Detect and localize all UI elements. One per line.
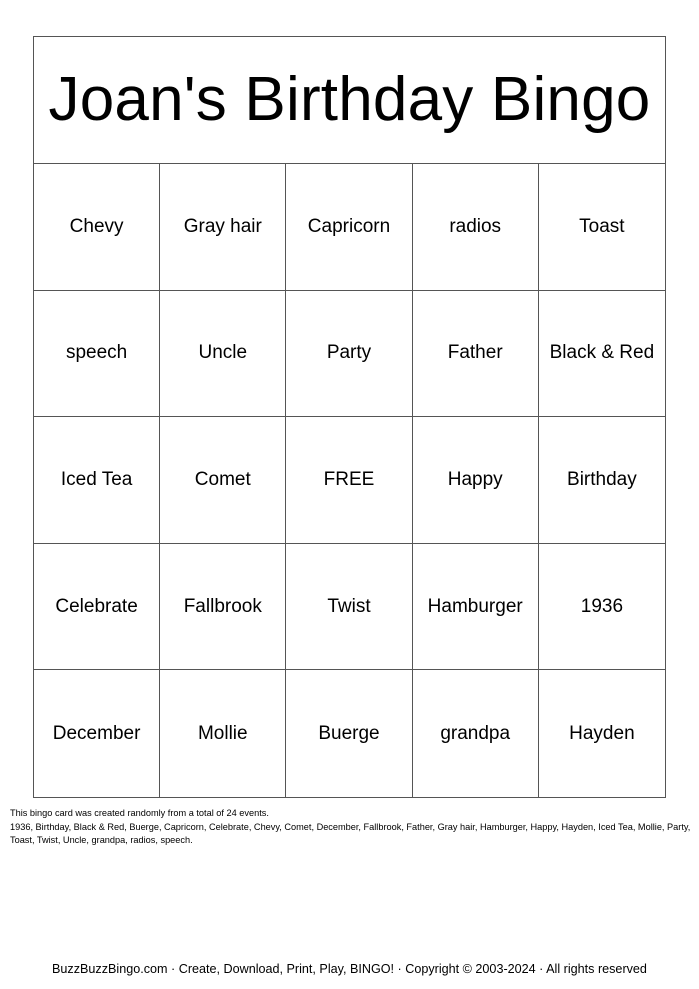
bingo-cell: Party [286, 291, 412, 418]
bingo-cell: grandpa [413, 670, 539, 797]
bingo-cell: Mollie [160, 670, 286, 797]
bingo-cell: Father [413, 291, 539, 418]
bingo-cell: Iced Tea [34, 417, 160, 544]
title-cell [34, 37, 665, 164]
bingo-cell: Twist [286, 544, 412, 671]
bingo-cell: Hayden [569, 722, 635, 744]
bingo-cell: Gray hair [160, 164, 286, 291]
bingo-cell: Toast [539, 164, 665, 291]
bingo-cell: Happy [413, 417, 539, 544]
bingo-cell: Fallbrook [160, 544, 286, 671]
footnote-summary: This bingo card was created randomly from a total of 24 events. [10, 808, 269, 818]
bingo-cell: Uncle [160, 291, 286, 418]
bingo-cell: Chevy [34, 164, 160, 291]
bingo-cell: 1936 [539, 544, 665, 671]
bingo-cell: Birthday [539, 417, 665, 544]
bingo-cell: radios [413, 164, 539, 291]
bingo-cell: Comet [160, 417, 286, 544]
bingo-cell: Capricorn [286, 164, 412, 291]
bingo-card [33, 36, 666, 798]
bingo-cell: December [34, 670, 160, 797]
bingo-cell: Celebrate [34, 544, 160, 671]
bingo-grid [34, 164, 665, 797]
bingo-cell: FREE [286, 417, 412, 544]
bingo-cell: Buerge [286, 670, 412, 797]
bingo-cell: Hamburger [413, 544, 539, 671]
bingo-cell: speech [34, 291, 160, 418]
footnote [10, 807, 692, 848]
card-title: Joan's Birthday Bingo [48, 65, 651, 134]
footnote-event-list: 1936, Birthday, Black & Red, Buerge, Capricorn, Celebrate, Chevy, Comet, December, Fallbrook, Father, Gray hair, Hamburger, Happy, Hayden, Iced Tea, Mollie, Party, Toast, Twist, Uncle, grandpa, radios, speech. [10, 821, 691, 845]
bingo-cell: Black & Red [539, 291, 665, 418]
site-footer: BuzzBuzzBingo.com · Create, Download, Print, Play, BINGO! · Copyright © 2003-2024 · All rights reserved [52, 962, 647, 976]
